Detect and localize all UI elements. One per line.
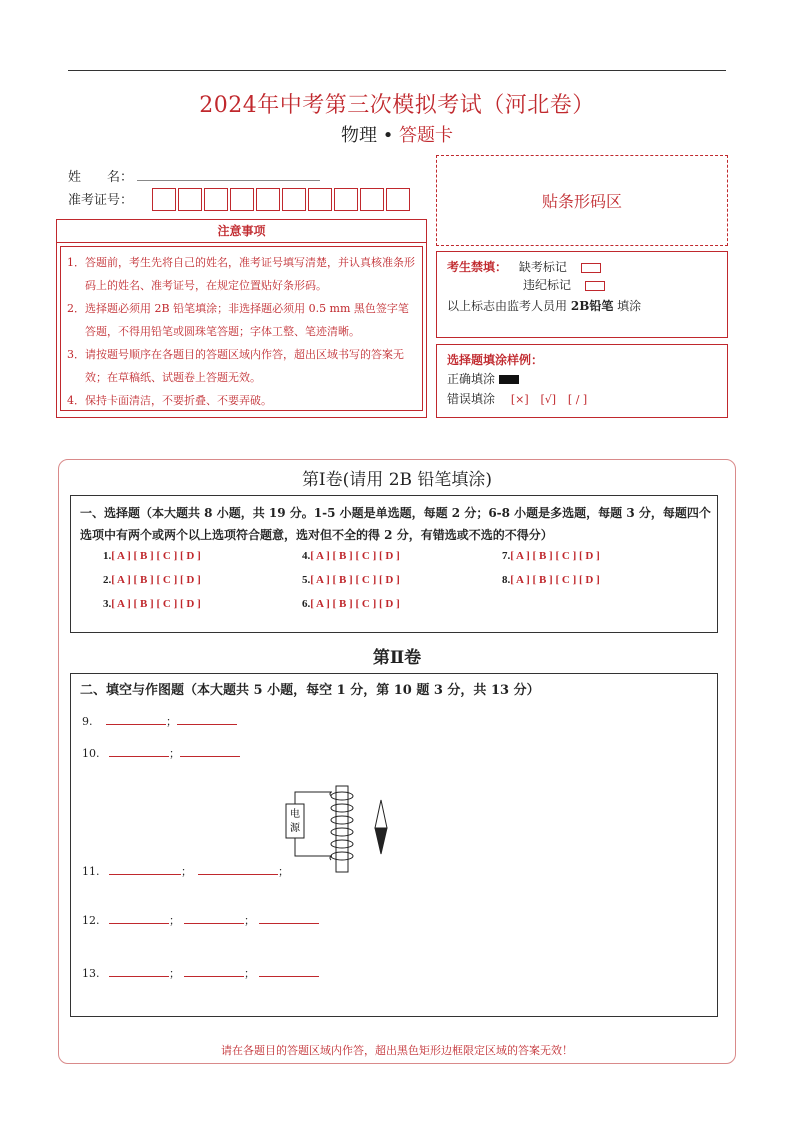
q10-number: 10. bbox=[82, 747, 100, 760]
choice-q8[interactable] bbox=[502, 574, 600, 586]
subject-dot: • bbox=[382, 125, 394, 146]
q-options[interactable]: [ A ] [ B ] [ C ] [ D ] bbox=[510, 550, 600, 562]
compass-needle-south bbox=[375, 828, 387, 854]
notice-item: 3．请按题号顺序在各题目的答题区域内作答，超出区域书写的答案无效；在草稿纸、试题卷上答题无效。 bbox=[67, 348, 404, 384]
id-box[interactable] bbox=[386, 188, 410, 211]
subject-title bbox=[0, 121, 794, 147]
notice-title: 注意事项 bbox=[57, 220, 426, 243]
sep: ； bbox=[181, 865, 192, 878]
id-box[interactable] bbox=[360, 188, 384, 211]
compass-needle-north bbox=[375, 800, 387, 828]
q-options[interactable]: [ A ] [ B ] [ C ] [ D ] bbox=[310, 598, 400, 610]
fill-example bbox=[436, 344, 728, 418]
q-number: 4. bbox=[302, 550, 311, 562]
wrong-mark: [√] bbox=[540, 393, 557, 406]
q11-blank-2[interactable] bbox=[198, 874, 278, 875]
choice-q4[interactable] bbox=[302, 550, 400, 562]
q11-blank-1[interactable] bbox=[109, 874, 181, 875]
violation-mark-box[interactable] bbox=[585, 281, 605, 291]
id-number-boxes[interactable] bbox=[152, 188, 412, 211]
q9-row bbox=[82, 713, 237, 729]
sep: ； bbox=[244, 967, 255, 980]
q-number: 7. bbox=[502, 550, 511, 562]
q12-blank-1[interactable] bbox=[109, 923, 169, 924]
q13-number: 13. bbox=[82, 967, 100, 980]
notice-item: 2．选择题必须用 2B 铅笔填涂；非选择题必须用 0.5 mm 黑色签字笔答题，不得用铅笔或圆珠笔答题；字体工整、笔迹清晰。 bbox=[67, 302, 409, 338]
absent-mark-box[interactable] bbox=[581, 263, 601, 273]
q9-blank-1[interactable] bbox=[106, 724, 166, 725]
subject-name: 物理 bbox=[340, 125, 377, 146]
choice-q3[interactable] bbox=[103, 598, 201, 610]
id-box[interactable] bbox=[204, 188, 228, 211]
q-options[interactable]: [ A ] [ B ] [ C ] [ D ] bbox=[310, 550, 400, 562]
q13-blank-2[interactable] bbox=[184, 976, 244, 977]
id-box[interactable] bbox=[178, 188, 202, 211]
id-label: 准考证号： bbox=[68, 193, 134, 208]
example-title: 选择题填涂样例： bbox=[447, 353, 544, 367]
q-options[interactable]: [ A ] [ B ] [ C ] [ D ] bbox=[510, 574, 600, 586]
choice-q2[interactable] bbox=[103, 574, 201, 586]
q-options[interactable]: [ A ] [ B ] [ C ] [ D ] bbox=[111, 550, 201, 562]
sep: ； bbox=[166, 715, 177, 728]
q13-blank-3[interactable] bbox=[259, 976, 319, 977]
barcode-label: 贴条形码区 bbox=[541, 192, 622, 211]
part1-title: 第Ⅰ卷(请用 2B 铅笔填涂) bbox=[301, 470, 493, 490]
forbid-note-end: 填涂 bbox=[617, 299, 642, 313]
sep: ； bbox=[278, 865, 289, 878]
barcode-area bbox=[436, 155, 728, 246]
notice-body bbox=[60, 246, 423, 411]
sep: ； bbox=[169, 967, 180, 980]
electromagnet-figure[interactable] bbox=[280, 778, 400, 878]
wrong-mark: [×] bbox=[510, 393, 529, 406]
q11-row bbox=[82, 863, 289, 879]
violation-label: 违纪标记 bbox=[523, 278, 572, 292]
q10-blank-2[interactable] bbox=[180, 756, 240, 757]
footer-warning: 请在各题目的答题区域内作答，超出黑色矩形边框限定区域的答案无效！ bbox=[221, 1044, 573, 1057]
wrong-mark: [ / ] bbox=[567, 393, 588, 406]
q-number: 6. bbox=[302, 598, 311, 610]
notice-item: 1．答题前，考生先将自己的姓名，准考证号填写清楚，并认真核准条形码上的姓名、准考证号，在规定位置贴好条形码。 bbox=[67, 256, 415, 292]
proctor-area bbox=[436, 251, 728, 338]
wrong-label: 错误填涂 bbox=[447, 392, 496, 406]
q9-number: 9. bbox=[82, 715, 93, 728]
q-options[interactable]: [ A ] [ B ] [ C ] [ D ] bbox=[111, 574, 201, 586]
sep: ； bbox=[169, 914, 180, 927]
forbid-note: 以上标志由监考人员用 bbox=[447, 299, 568, 313]
q-number: 2. bbox=[103, 574, 112, 586]
q11-number: 11. bbox=[82, 865, 100, 878]
q12-blank-3[interactable] bbox=[259, 923, 319, 924]
choice-q6[interactable] bbox=[302, 598, 400, 610]
id-box[interactable] bbox=[282, 188, 306, 211]
q-number: 5. bbox=[302, 574, 311, 586]
iron-core bbox=[336, 786, 348, 872]
forbid-label: 考生禁填： bbox=[447, 260, 508, 274]
choice-q7[interactable] bbox=[502, 550, 600, 562]
power-label-1: 电 bbox=[290, 809, 300, 820]
id-box[interactable] bbox=[256, 188, 280, 211]
notice-panel bbox=[56, 219, 427, 418]
q-number: 8. bbox=[502, 574, 511, 586]
name-label: 姓 名： bbox=[68, 170, 134, 185]
choice-section-head: 一、选择题（本大题共 8 小题，共 19 分。1-5 小题是单选题，每题 2 分；6-8 小题是多选题，每题 3 分，每题四个选项中有两个或两个以上选项符合题意，选对但不全的得 2 分，有错选或不选的不得分） bbox=[80, 506, 711, 542]
q10-row bbox=[82, 745, 240, 761]
notice-item: 4．保持卡面清洁，不要折叠、不要弄破。 bbox=[67, 394, 272, 407]
top-rule bbox=[68, 70, 726, 71]
q9-blank-2[interactable] bbox=[177, 724, 237, 725]
q12-row bbox=[82, 912, 319, 928]
correct-fill-sample bbox=[499, 375, 519, 384]
q-options[interactable]: [ A ] [ B ] [ C ] [ D ] bbox=[111, 598, 201, 610]
card-name: 答题卡 bbox=[399, 125, 454, 146]
q-options[interactable]: [ A ] [ B ] [ C ] [ D ] bbox=[310, 574, 400, 586]
fill-section-head: 二、填空与作图题（本大题共 5 小题，每空 1 分，第 10 题 3 分，共 13 分） bbox=[80, 683, 540, 698]
q10-blank-1[interactable] bbox=[109, 756, 169, 757]
id-box[interactable] bbox=[334, 188, 358, 211]
absent-label: 缺考标记 bbox=[518, 260, 567, 274]
choice-q1[interactable] bbox=[103, 550, 201, 562]
sep: ； bbox=[244, 914, 255, 927]
id-box[interactable] bbox=[230, 188, 254, 211]
sep: ； bbox=[169, 747, 180, 760]
q-number: 1. bbox=[103, 550, 112, 562]
power-label-2: 源 bbox=[290, 823, 300, 834]
id-box[interactable] bbox=[308, 188, 332, 211]
id-box[interactable] bbox=[152, 188, 176, 211]
q12-blank-2[interactable] bbox=[184, 923, 244, 924]
q13-row bbox=[82, 965, 319, 981]
part2-title: 第Ⅱ卷 bbox=[372, 648, 422, 668]
name-field[interactable] bbox=[137, 180, 320, 181]
exam-title: 2024年中考第三次模拟考试（河北卷） bbox=[199, 93, 595, 118]
coil-leads bbox=[330, 792, 331, 860]
q13-blank-1[interactable] bbox=[109, 976, 169, 977]
forbid-note-bold: 2B铅笔 bbox=[570, 299, 614, 313]
q12-number: 12. bbox=[82, 914, 100, 927]
correct-label: 正确填涂 bbox=[447, 372, 496, 386]
q-number: 3. bbox=[103, 598, 112, 610]
choice-q5[interactable] bbox=[302, 574, 400, 586]
